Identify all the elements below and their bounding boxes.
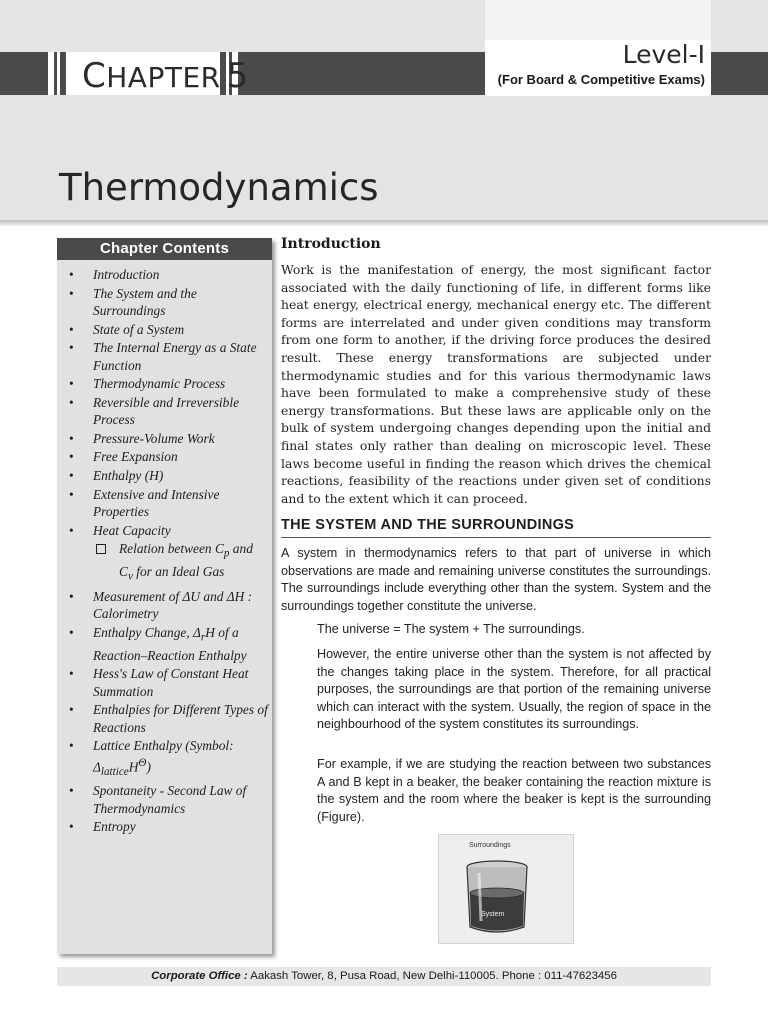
section-heading: THE SYSTEM AND THE SURROUNDINGS [281,517,711,538]
bar-divider [57,52,60,95]
contents-item: • Heat Capacity [65,522,269,539]
system-paragraph: A system in thermodynamics refers to that part of universe in which observations are made and remaining universe constitutes the surroundings. The surroundings include everything other than the system. System and the surroundings together constitute the universe. [281,546,711,613]
contents-item: • The Internal Energy as a State Function [65,339,269,374]
figure-label-surroundings: Surroundings [469,842,511,849]
chapter-contents-title: Chapter Contents [57,238,272,260]
footer [57,967,711,986]
contents-item: • Enthalpy Change, $\Delta_rH$ of a Reaction–Reaction Enthalpy [65,624,269,664]
introduction-paragraph: Work is the manifestation of energy, the most significant factor associated with the daily functioning of life, in different forms like heat energy, electrical energy, mechanical energy etc. The different forms are interrelated and under given conditions may transform from one form to another, if the driving force produces the desired result. These energy transformations are subjected under thermodynamic studies and for this various thermodynamic laws have been formulated to make a comprehensive study of these energy transformations. But these laws are applicable only on the bulk of system undergoing changes depending upon the initial and final states only rather than dealing on microscopic level. These laws become useful in finding the reason which drives the chemical reactions, feasibility of the reactions under given set of conditions and to the extent which it can proceed. [281,262,711,506]
surroundings-paragraph: However, the entire universe other than the system is not affected by the changes taking place in the system. Therefore, for all practical purposes, the surroundings are that portion of the remaining universe which can interact with the system. Usually, the region of space in the neighbourhood of the system constitutes its surroundings. [317,647,711,732]
chapter-label-initial: C [82,56,107,96]
contents-item: • Lattice Enthalpy (Symbol: $\Delta_{lattice}H^\Theta$) [65,737,269,781]
contents-item: • Pressure-Volume Work [65,430,269,447]
contents-item: • Spontaneity - Second Law of Thermodynamics [65,782,269,817]
header-shadow [0,220,768,226]
chapter-label-word: HAPTER [106,61,221,94]
contents-item: • State of a System [65,321,269,338]
level-subtitle: (For Board & Competitive Exams) [497,72,705,87]
level-title: Level-I [622,40,705,69]
footer-label: Corporate Office : [151,970,248,982]
chapter-contents-panel [57,238,272,954]
contents-subitem: Relation between $C_p$ and $C_v$ for an Ideal Gas [65,540,269,586]
example-paragraph: For example, if we are studying the reaction between two substances A and B kept in a beaker, the beaker containing the reaction mixture is the system and the room where the beaker is kept is the surrounding (Figure). [317,757,711,824]
contents-item: • Thermodynamic Process [65,375,269,392]
page-title: Thermodynamics [59,166,379,209]
contents-item: • Entropy [65,818,269,835]
contents-item: • Extensive and Intensive Properties [65,486,269,521]
chapter-number: 5 [226,56,249,96]
contents-item: • Enthalpies for Different Types of Reactions [65,701,269,736]
contents-item: • Enthalpy (H) [65,467,269,484]
universe-equation: The universe = The system + The surroundings. [317,622,585,636]
footer-address: Aakash Tower, 8, Pusa Road, New Delhi-110005. Phone : 011-47623456 [250,970,617,982]
contents-item: • The System and the Surroundings [65,285,269,320]
chapter-contents-list [65,266,269,837]
contents-item: • Reversible and Irreversible Process [65,394,269,429]
contents-item: • Hess's Law of Constant Heat Summation [65,665,269,700]
bar-divider [48,52,54,95]
contents-item: • Introduction [65,266,269,283]
beaker-illustration [439,835,574,944]
chapter-label [82,56,249,96]
figure-label-system: System [481,911,505,918]
contents-item: • Measurement of ΔU and ΔH : Calorimetry [65,588,269,623]
introduction-heading: Introduction [281,236,381,252]
beaker-figure [438,834,574,944]
contents-item: • Free Expansion [65,448,269,465]
